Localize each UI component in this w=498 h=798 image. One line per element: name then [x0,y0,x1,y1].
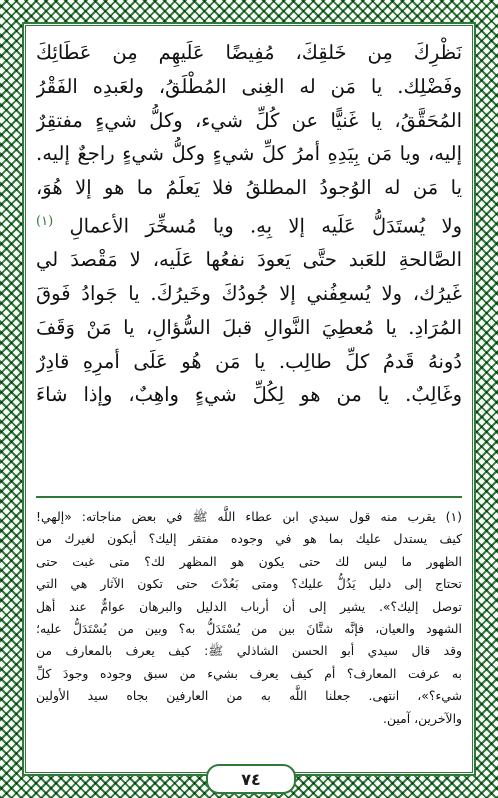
text-line: دُونهُ قَدمُ كلِّ طالِب. يا مَن هُو عَلَى أمرِهِ قادِرٌ [36,349,462,373]
footnote-ref: (١) [36,213,54,229]
footnote-line: (١) يقرب منه قول سيدي ابن عطاء اللَّه ﷺ في بعض مناجاته: «إلهي! [36,509,462,524]
page-content [36,36,462,762]
footnote-line: الظهور ما ليس لك حتى يكون هو المظهر لك؟ متى غبت حتى [36,553,462,569]
text-line: وغَالِبٌ. يا من هو لِكُلِّ شيءٍ واهِبٌ، وإذا شاءَ [36,383,462,407]
footnote-line: شيء؟»، انتهى. جعلنا اللَّه به من العارفين بجاه سيد الأولين [36,688,462,704]
footnote-line: كيف يستدل عليك بما هو في وجوده مفتقر إليك؟ أيكون لغيرك من [36,531,462,547]
footnote-divider [36,496,462,498]
text-line: وفَضْلِك. يا مَن له الغِنى المُطْلَقُ، ولعَبدِه الفَقْرُ [36,74,462,98]
page-number: ٧٤ [206,764,296,794]
text-line: يا مَن له الوُجودُ المطلقُ فلا يَعلَمُ ما هو إلا هُوَ، [36,176,462,200]
text-line: الصَّالحةِ للعَبد حتَّى يَعودَ نفعُها عَلَيه، لا مَقْصدَ لي [36,248,462,272]
footnote-line: تحتاج إلى دليل يَدُلُّ عليك؟ ومتى بَعُدْتَ حتى تكون الآثار هي التي [36,576,462,592]
footnotes [36,506,462,730]
footnote-line: وقد قال سيدي أبو الحسن الشاذلي ﷺ: كيف يعرف بالمعارف من [36,643,462,659]
footnote-line: الشهود والعيان، فإنَّه شتَّانَ بين من يُسْتَدَلُّ به؟ وبين من يُسْتَدَلُّ عليه؛ [36,621,462,637]
text-line: نَظْرِكَ مِن خَلقِكَ، مُفِيضًا عَلَيهِم مِن عَطَائِكَ [36,41,462,64]
text-line: ولا يُستَدَلُّ عَلَيه إلا بِهِ. ويا مُسخِّرَ الأعمالِ [69,214,462,238]
text-line: المُحَقَّقُ، يا غَنيًّا عن كُلِّ شيء، وكلُّ شيءٍ مفتقِرٌ [36,108,462,132]
text-line: إليه، ويا مَن بِيَدِهِ أمرُ كلِّ شيءٍ وكلُّ شيءٍ راجعٌ إليه. [36,142,462,166]
text-line: المُرَادِ. يا مُعطِيَ النَّوالِ قبلَ السُّؤالِ، يا مَنْ وَقَفَ [36,315,462,339]
footnote-line: به عرفت المعارف؟ أم كيف يعرف بشيء من سبق وجوده وجودَ كلِّ [36,665,462,681]
footnote-line: توصل إليك؟». يشير إلى أن أرباب الدليل والبرهان عوامٌّ عند أهل [36,598,462,614]
text-line: غَيرُك، ولا يُسعِفُني إلا جُودُكَ وخَيرُكَ. يا جَوادُ فَوقَ [36,282,462,306]
main-text [36,36,462,412]
footnote-line: والآخرين، آمين. [383,710,462,726]
text-line-with-ref [36,205,462,243]
